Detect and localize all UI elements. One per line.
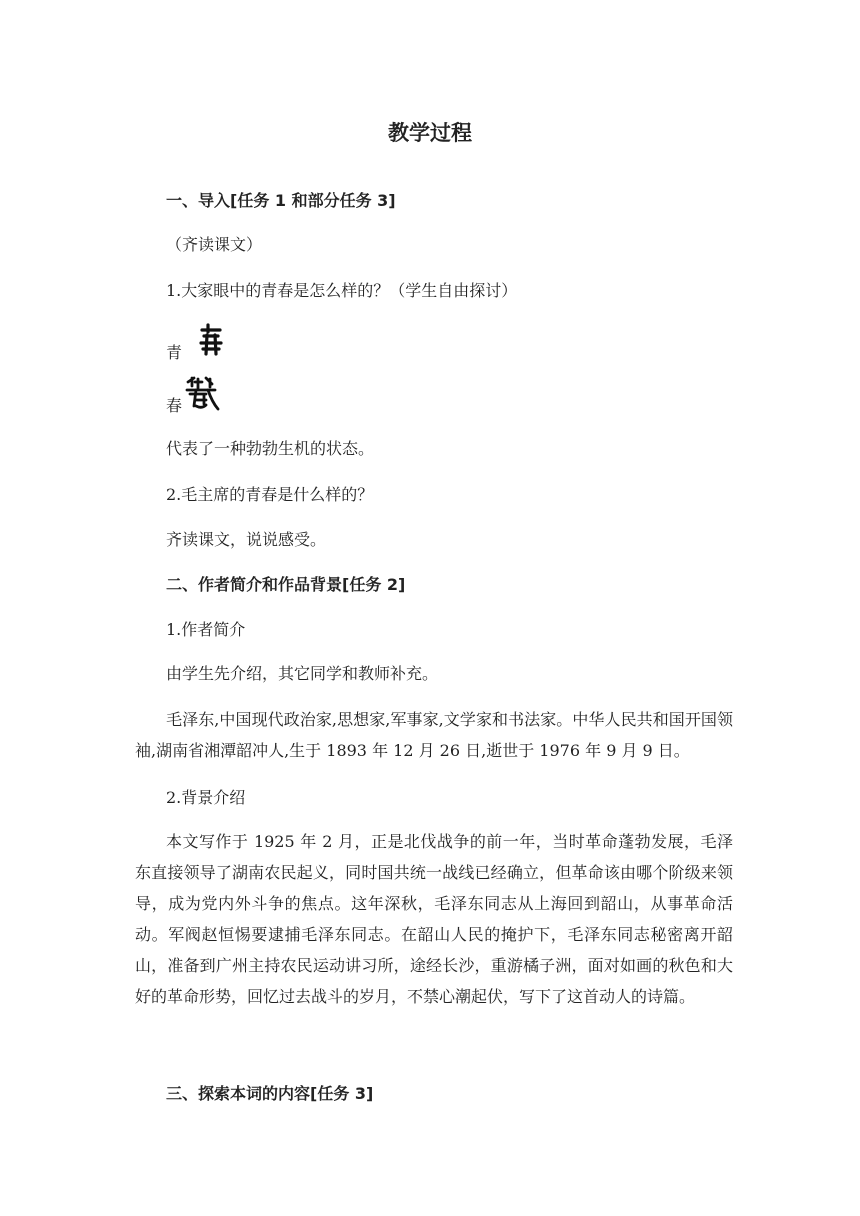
background-text: 本文写作于 1925 年 2 月，正是北伐战争的前一年，当时革命蓬勃发展，毛泽东直接领导了湖南农民起义，同时国共统一战线已经确立，但革命该由哪个阶级来领导，成为党内外斗争的焦点。这年深秋，毛泽东同志从上海回到韶山，从事革命活动。军阀赵恒惕要逮捕毛泽东同志。在韶山人民的掩护下，毛泽东同志秘密离开韶山，准备到广州主持农民运动讲习所，途经长沙，重游橘子洲，面对如画的秋色和大好的革命形势，回忆过去战斗的岁月，不禁心潮起伏，写下了这首动人的诗篇。 (135, 832, 733, 1006)
author-bio-paragraph (135, 704, 733, 766)
read-task: 齐读课文，说说感受。 (166, 530, 327, 549)
section-1-heading: 一、导入[任务 1 和部分任务 3] (166, 191, 396, 210)
meaning-text: 代表了一种勃勃生机的状态。 (166, 439, 375, 458)
author-intro-text: 由学生先介绍，其它同学和教师补充。 (166, 664, 439, 683)
question-1: 1.大家眼中的青春是怎么样的？（学生自由探讨） (166, 281, 518, 300)
char-chun-label: 春 (166, 396, 183, 415)
author-intro-subheading: 1.作者简介 (166, 620, 246, 639)
background-paragraph (135, 826, 733, 1012)
seal-script-chun-icon (184, 376, 220, 412)
background-subheading: 2.背景介绍 (166, 788, 246, 807)
author-bio-text: 毛泽东,中国现代政治家,思想家,军事家,文学家和书法家。中华人民共和国开国领袖,湖南省湘潭韶冲人,生于 1893 年 12 月 26 日,逝世于 1976 年 9 月 9 日。 (135, 710, 733, 760)
question-2: 2.毛主席的青春是什么样的？ (166, 485, 374, 504)
char-qing-label: 青 (166, 343, 183, 362)
section-3-heading: 三、探索本词的内容[任务 3] (166, 1084, 374, 1103)
page-title: 教学过程 (388, 121, 472, 145)
section-2-heading: 二、作者简介和作品背景[任务 2] (166, 575, 406, 594)
seal-script-qing-icon (198, 322, 224, 356)
read-aloud-note: （齐读课文） (166, 235, 263, 254)
